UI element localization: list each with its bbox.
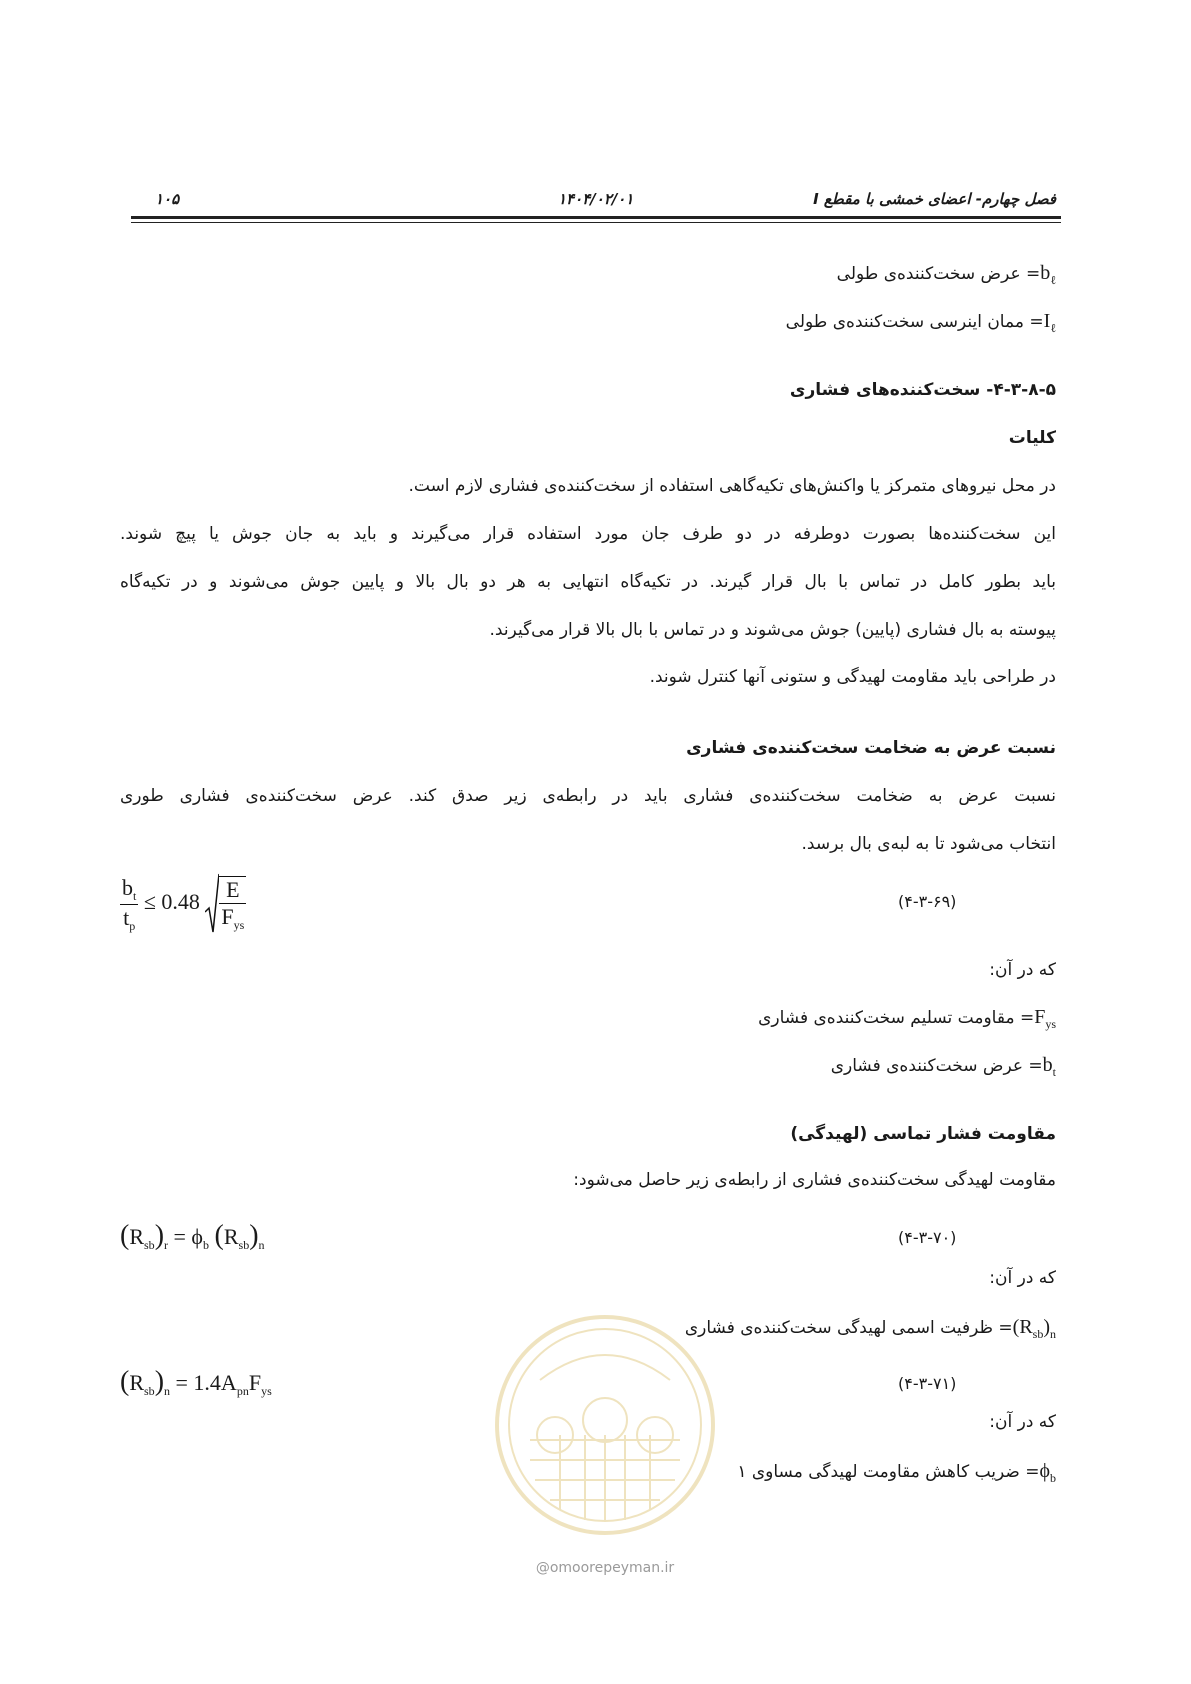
equation-70-number: (۴-۳-۷۰) [898, 1228, 957, 1247]
section-title: ۴-۳-۸-۵- سخت‌کننده‌های فشاری [789, 380, 1056, 400]
paragraph-2-line-1: این سخت‌کننده‌ها بصورت دوطرفه در دو طرف جان مورد استفاده قرار می‌گیرند و باید به جان جوش یا پیچ شوند. [120, 524, 1056, 544]
def-phi-b: $\phi_b=$ ضریب کاهش مقاومت لهیدگی مساوی ۱ [737, 1460, 1056, 1485]
def-Fys: $F_{ys}=$ مقاومت تسلیم سخت‌کننده‌ی فشاری [758, 1006, 1056, 1031]
sqrt-sign-icon [205, 872, 219, 936]
equation-69-number: (۴-۳-۶۹) [898, 892, 957, 911]
chapter-title: فصل چهارم- اعضای خمشی با مقطع I [813, 190, 1056, 208]
paragraph-2-line-2: باید بطور کامل در تماس با بال قرار گیرند. در تکیه‌گاه انتهایی به هر دو بال بالا و پایین جوش می‌شوند و در تکیه‌گاه [120, 572, 1056, 592]
def-bt: $b_t=$ عرض سخت‌کننده‌ی فشاری [830, 1054, 1056, 1079]
bearing-title: مقاومت فشار تماسی (لهیدگی) [790, 1124, 1056, 1144]
header-date: ۱۴۰۴/۰۲/۰۱ [558, 190, 634, 208]
ratio-line-2: انتخاب می‌شود تا به لبه‌ی بال برسد. [801, 834, 1056, 854]
equation-70: $(R_{sb})_r = \phi_b$ $(R_{sb})_n$ [120, 1220, 265, 1252]
watermark-site: @omoorepeyman.ir [535, 1560, 675, 1576]
equation-71-number: (۴-۳-۷۱) [898, 1374, 957, 1393]
def-I-l: $I_\ell=$ ممان اینرسی سخت‌کننده‌ی طولی [785, 310, 1056, 335]
equation-69-coef: ≤ 0.48 [143, 889, 200, 915]
def-Rsb-n: $(R_{sb})_n=$ ظرفیت اسمی لهیدگی سخت‌کننده‌ی فشاری [684, 1316, 1056, 1341]
bearing-where-2: که در آن: [989, 1412, 1056, 1432]
paragraph-3: در طراحی باید مقاومت لهیدگی و ستونی آنها کنترل شوند. [649, 667, 1056, 687]
fraction-bt-tp: $\frac{b_t}{t_p}$ [122, 874, 137, 933]
ratio-where: که در آن: [989, 960, 1056, 980]
bearing-where-1: که در آن: [989, 1268, 1056, 1288]
ratio-line-1: نسبت عرض به ضخامت سخت‌کننده‌ی فشاری باید در رابطه‌ی زیر صدق کند. عرض سخت‌کننده‌ی فشاری طوری [120, 786, 1056, 806]
section-subtitle: کلیات [1008, 428, 1056, 448]
page-number: ۱۰۵ [155, 190, 180, 208]
equation-71: $(R_{sb})_n = 1.4A_{pn}F_{ys}$ [120, 1366, 272, 1398]
ratio-title: نسبت عرض به ضخامت سخت‌کننده‌ی فشاری [686, 738, 1056, 758]
header-rule-thin [131, 222, 1061, 223]
paragraph-1: در محل نیروهای متمرکز یا واکنش‌های تکیه‌گاهی استفاده از سخت‌کننده‌ی فشاری لازم است. [408, 476, 1056, 496]
paragraph-2-line-3: پیوسته به بال فشاری (پایین) جوش می‌شوند و در تماس با بال بالا قرار می‌گیرند. [489, 620, 1056, 640]
equation-69: $\frac{b_t}{t_p}$ ≤ 0.48 $\frac{E}{F_{ys}}$ [120, 872, 246, 936]
bearing-intro: مقاومت لهیدگی سخت‌کننده‌ی فشاری از رابطه‌ی زیر حاصل می‌شود: [573, 1170, 1056, 1190]
def-b-l: $b_\ell=$ عرض سخت‌کننده‌ی طولی [836, 262, 1056, 287]
header-rule [131, 216, 1061, 219]
watermark-seal-icon [490, 1310, 720, 1540]
